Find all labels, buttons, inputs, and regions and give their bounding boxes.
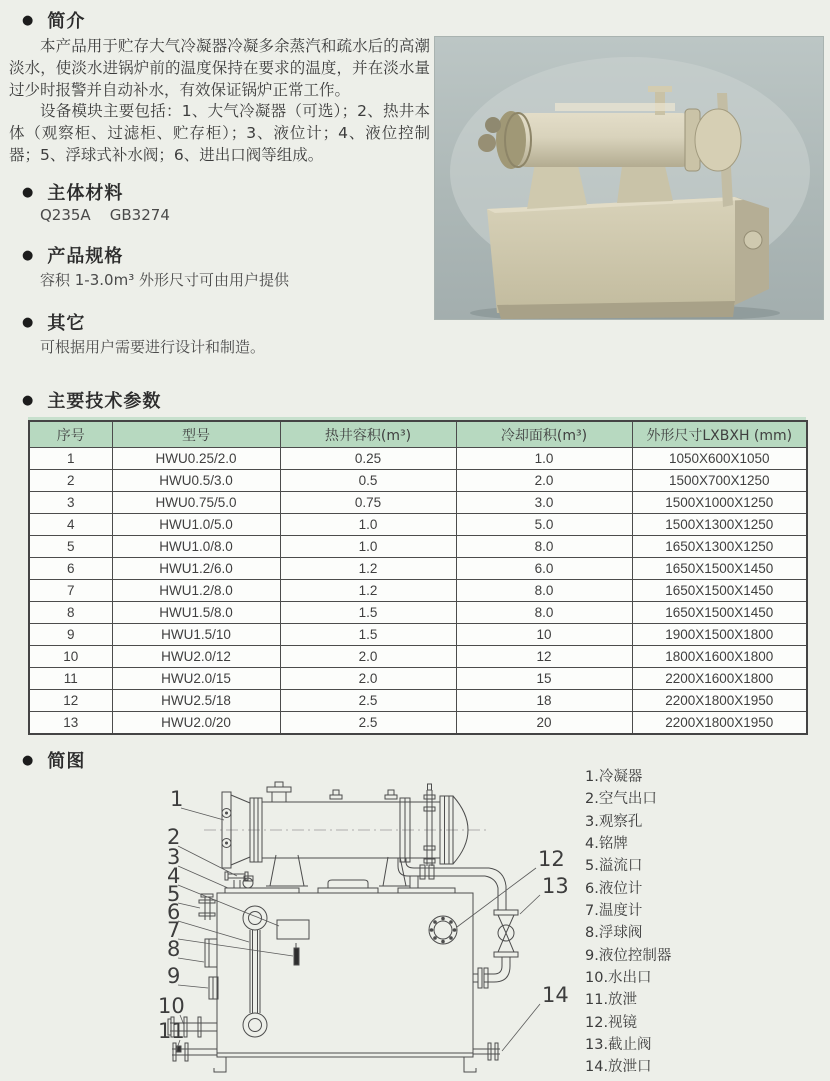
intro-paragraph-2: 设备模块主要包括：1、大气冷凝器（可选）；2、热井本体（观察柜、过滤柜、贮存柜）；3、液位计；4、液位控制器；5、浮球式补水阀；6、进出口阀等组成。 [9,102,430,164]
table-row [29,558,807,580]
table-cell: 1.2 [280,580,456,602]
bullet-icon: ● [22,752,35,768]
table-cell: HWU1.5/10 [112,624,280,646]
table-cell: 1.0 [456,448,632,470]
table-row [29,690,807,712]
section-title-other: 其它 [47,313,86,334]
callout-13: 13 [542,874,569,898]
table-cell: HWU1.2/6.0 [112,558,280,580]
table-cell: 2200X1800X1950 [632,712,807,735]
legend-item: 11.放泄 [585,992,638,1009]
table-row [29,624,807,646]
table-cell: HWU2.0/15 [112,668,280,690]
section-title-diagram: 简图 [47,751,86,772]
other-content: 可根据用户需要进行设计和制造。 [40,338,266,356]
legend-item: 5.溢流口 [585,858,643,875]
table-cell: 8.0 [456,580,632,602]
bullet-icon: ● [22,392,35,408]
table-cell: 8.0 [456,536,632,558]
bullet-icon: ● [22,12,35,28]
table-cell: 15 [456,668,632,690]
section-title-material: 主体材料 [47,183,124,204]
table-cell: 20 [456,712,632,735]
bullet-icon: ● [22,247,35,263]
table-cell: 3 [29,492,112,514]
callout-6: 6 [167,900,181,924]
table-cell: 2200X1600X1800 [632,668,807,690]
table-cell: 7 [29,580,112,602]
table-cell: 1650X1500X1450 [632,580,807,602]
table-cell: 0.75 [280,492,456,514]
table-cell: 1.5 [280,624,456,646]
column-header: 冷却面积(m³) [456,421,632,448]
product-photo [434,36,824,320]
table-cell: 1650X1300X1250 [632,536,807,558]
table-cell: HWU1.2/8.0 [112,580,280,602]
table-cell: 3.0 [456,492,632,514]
hotwell-tank-drawing [168,872,500,1072]
legend-item: 6.液位计 [585,880,643,897]
callout-4: 4 [167,864,181,888]
table-cell: HWU1.0/8.0 [112,536,280,558]
section-title-intro: 简介 [47,11,86,32]
params-table-body [29,448,807,735]
section-heading-intro [22,7,85,33]
callout-10: 10 [158,994,185,1018]
table-cell: 10 [456,624,632,646]
column-header: 热井容积(m³) [280,421,456,448]
table-cell: 1 [29,448,112,470]
table-cell: 1800X1600X1800 [632,646,807,668]
schematic-drawing [148,762,582,1081]
callout-9: 9 [167,964,181,988]
table-row [29,470,807,492]
legend-item: 7.温度计 [585,903,643,920]
legend-item: 10.水出口 [585,970,652,987]
table-cell: HWU1.5/8.0 [112,602,280,624]
table-cell: 8 [29,602,112,624]
section-heading-other [22,309,85,335]
table-row [29,646,807,668]
table-row [29,580,807,602]
table-cell: 8.0 [456,602,632,624]
section-heading-spec [22,242,123,268]
callout-14: 14 [542,983,569,1007]
callout-1: 1 [170,787,184,811]
legend-item: 12.视镜 [585,1014,638,1031]
legend-item: 2.空气出口 [585,791,657,808]
table-cell: 6 [29,558,112,580]
stop-valve-drawing [473,910,518,988]
callout-11: 11 [158,1019,185,1043]
section-heading-params [22,387,161,413]
table-cell: HWU0.25/2.0 [112,448,280,470]
callout-8: 8 [167,937,181,961]
table-cell: 12 [456,646,632,668]
bullet-icon: ● [22,184,35,200]
table-cell: 1050X600X1050 [632,448,807,470]
bullet-icon: ● [22,314,35,330]
table-cell: 13 [29,712,112,735]
table-row [29,712,807,735]
column-header: 序号 [29,421,112,448]
product-photo-image [435,37,823,319]
header-row [29,421,807,448]
material-content: Q235A GB3274 [40,206,170,224]
table-cell: 0.25 [280,448,456,470]
legend-item: 14.放泄口 [585,1059,652,1076]
diagram-legend [585,766,671,1079]
section-title-spec: 产品规格 [47,246,124,267]
table-cell: HWU0.5/3.0 [112,470,280,492]
table-cell: 12 [29,690,112,712]
table-cell: 1.2 [280,558,456,580]
table-row [29,668,807,690]
table-cell: 1500X700X1250 [632,470,807,492]
callout-2: 2 [167,825,181,849]
table-cell: HWU1.0/5.0 [112,514,280,536]
table-cell: 1650X1500X1450 [632,602,807,624]
table-row [29,514,807,536]
table-cell: 4 [29,514,112,536]
legend-item: 9.液位控制器 [585,947,672,964]
table-cell: 2.0 [280,668,456,690]
params-table-head [29,421,807,448]
table-cell: 9 [29,624,112,646]
table-cell: 1.0 [280,536,456,558]
table-cell: 5.0 [456,514,632,536]
table-cell: HWU2.0/20 [112,712,280,735]
table-cell: 6.0 [456,558,632,580]
callout-3: 3 [167,845,181,869]
callout-7: 7 [167,918,181,942]
legend-item: 1.冷凝器 [585,769,643,785]
table-cell: 2.0 [456,470,632,492]
table-cell: 1900X1500X1800 [632,624,807,646]
params-table [28,420,808,735]
column-header: 型号 [112,421,280,448]
table-cell: 1.0 [280,514,456,536]
table-cell: 5 [29,536,112,558]
legend-item: 3.观察孔 [585,813,643,830]
table-row [29,602,807,624]
table-cell: 1500X1300X1250 [632,514,807,536]
legend-item: 13.截止阀 [585,1037,652,1054]
table-cell: 1.5 [280,602,456,624]
table-cell: 2 [29,470,112,492]
table-cell: 2200X1800X1950 [632,690,807,712]
legend-item: 4.铭牌 [585,836,628,853]
spec-content: 容积 1-3.0m³ 外形尺寸可由用户提供 [40,271,289,289]
table-cell: 18 [456,690,632,712]
params-table-wrap [28,417,806,735]
table-cell: HWU2.0/12 [112,646,280,668]
table-row [29,536,807,558]
legend-item: 8.浮球阀 [585,925,643,942]
intro-paragraph-1: 本产品用于贮存大气冷凝器冷凝多余蒸汽和疏水后的高潮淡水，使淡水进锅炉前的温度保持在要求的温度，并在淡水量过少时报警并自动补水，有效保证锅炉正常工作。 [9,37,430,99]
table-cell: 2.0 [280,646,456,668]
section-heading-material [22,179,123,205]
table-cell: HWU0.75/5.0 [112,492,280,514]
section-title-params: 主要技术参数 [47,391,162,412]
table-cell: 1500X1000X1250 [632,492,807,514]
table-cell: 0.5 [280,470,456,492]
table-cell: 11 [29,668,112,690]
condenser-drawing [222,782,468,886]
intro-text [9,36,430,167]
table-cell: 10 [29,646,112,668]
table-cell: HWU2.5/18 [112,690,280,712]
column-header: 外形尺寸LXBXH (mm) [632,421,807,448]
table-row [29,448,807,470]
table-cell: 2.5 [280,712,456,735]
table-row [29,492,807,514]
callout-12: 12 [538,847,565,871]
table-cell: 1650X1500X1450 [632,558,807,580]
section-heading-diagram [22,747,85,773]
callout-5: 5 [167,882,181,906]
table-cell: 2.5 [280,690,456,712]
